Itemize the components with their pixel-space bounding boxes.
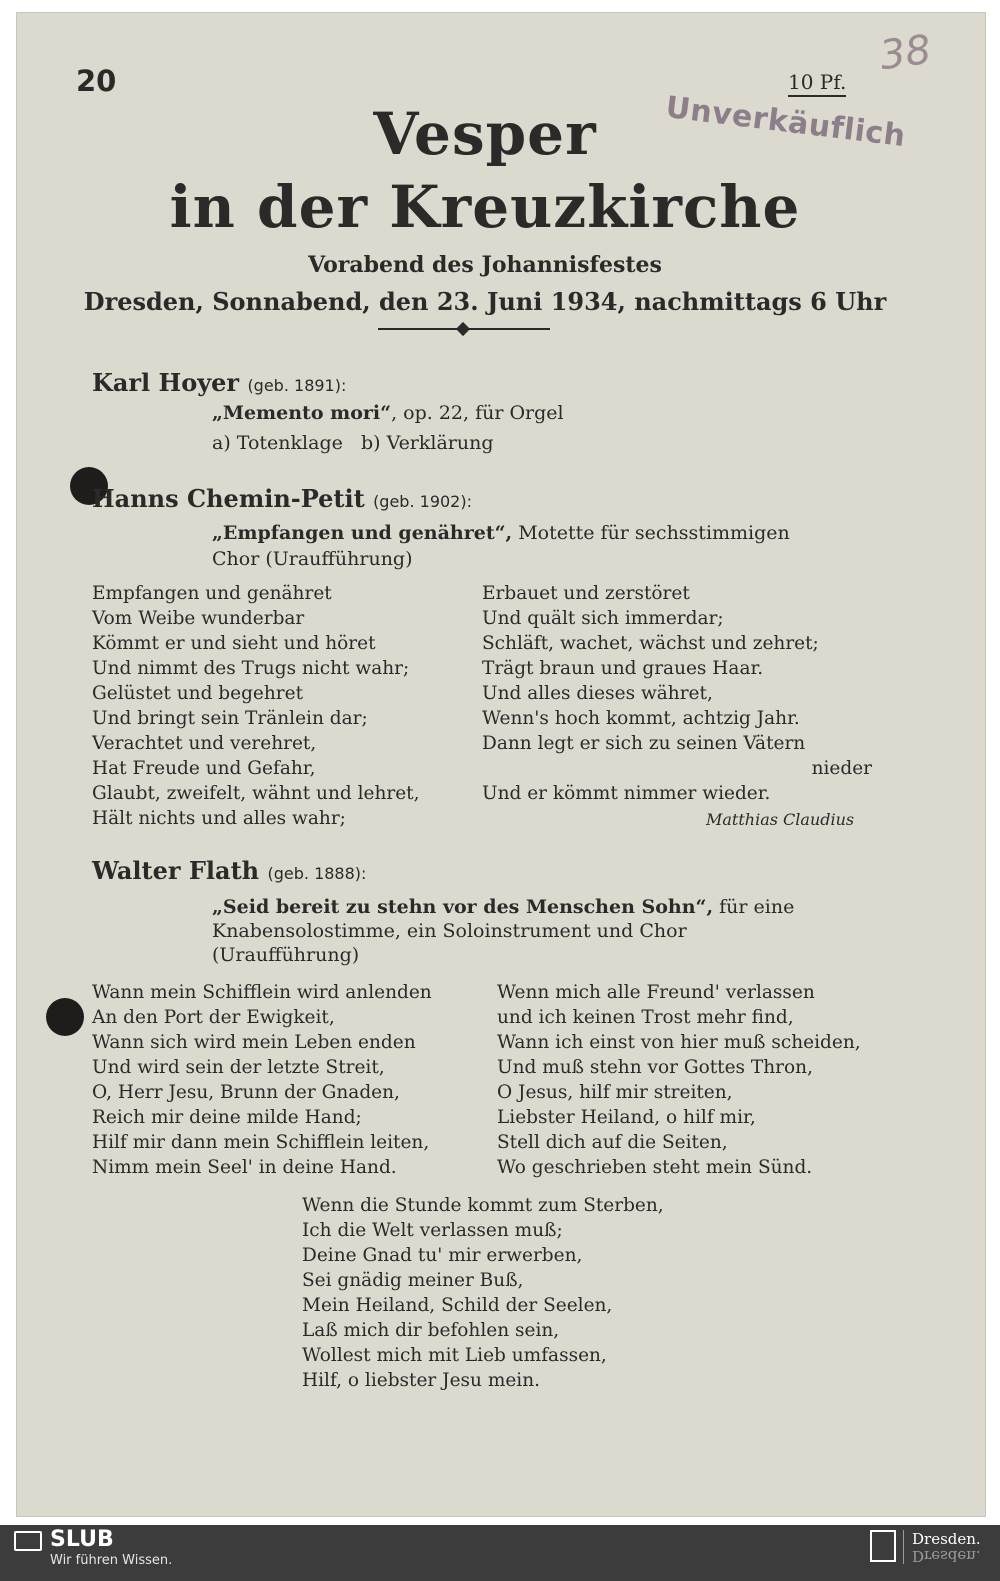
unverkaeuflich-stamp: Unverkäuflich [663,90,908,155]
price-label: 10 Pf. [788,70,846,97]
dresden-coat-of-arms-icon[interactable] [870,1530,896,1562]
poem-right-column [482,581,872,806]
composer-flath [92,856,366,885]
dresden-logo-reflection: Dresden. [912,1547,981,1565]
poem-line: Kömmt er und sieht und höret [92,633,376,654]
poem-line: Glaubt, zweifelt, wähnt und lehret, [92,783,420,804]
hymn-center-stanza [302,1193,664,1393]
work-title: „Seid bereit zu stehn vor des Menschen Sohn“, [212,896,714,918]
work-subtitle: Knabensolostimme, ein Soloinstrument und Chor [212,920,687,942]
work-title: „Empfangen und genähret“, [212,522,513,544]
hymn-right-column [497,980,861,1180]
dresden-logo-text[interactable]: Dresden. [912,1530,981,1548]
poem-line: Verachtet und verehret, [92,733,317,754]
hymn-line: Wann sich wird mein Leben enden [92,1032,416,1053]
work-subtitle: (Uraufführung) [212,944,360,966]
poem-line: Erbauet und zerstöret [482,583,690,604]
hymn-line: Laß mich dir befohlen sein, [302,1320,560,1341]
work-details: für eine [713,896,795,918]
poem-line: Gelüstet und begehret [92,683,304,704]
poem-line: Und quält sich immerdar; [482,608,724,629]
hymn-line: O Jesus, hilf mir streiten, [497,1082,733,1103]
composer-hoyer [92,368,346,397]
composer-born: (geb. 1902): [373,492,472,511]
work-movements: a) Totenklage b) Verklärung [212,432,494,454]
composer-name: Walter Flath [92,856,260,885]
poem-line: Hat Freude und Gefahr, [92,758,316,779]
hymn-line: Liebster Heiland, o hilf mir, [497,1107,756,1128]
poem-attribution: Matthias Claudius [706,810,855,829]
hymn-line: Stell dich auf die Seiten, [497,1132,728,1153]
slub-book-icon[interactable] [14,1531,42,1551]
hymn-line: Hilf mir dann mein Schifflein leiten, [92,1132,430,1153]
hymn-line: Wo geschrieben steht mein Sünd. [497,1157,813,1178]
work-flath [212,896,794,918]
hymn-line: An den Port der Ewigkeit, [92,1007,335,1028]
hymn-line: Wenn mich alle Freund' verlassen [497,982,815,1003]
work-hoyer [212,402,564,424]
hymn-line: Nimm mein Seel' in deine Hand. [92,1157,397,1178]
subtitle-line-2: Dresden, Sonnabend, den 23. Juni 1934, nachmittags 6 Uhr [83,287,887,316]
poem-line: Vom Weibe wunderbar [92,608,305,629]
title-line-2: in der Kreuzkirche [169,173,801,241]
slub-logo[interactable]: SLUB [50,1527,114,1552]
hymn-line: Deine Gnad tu' mir erwerben, [302,1245,583,1266]
slub-tagline: Wir führen Wissen. [50,1553,173,1568]
punch-hole [46,998,84,1036]
hymn-line: und ich keinen Trost mehr find, [497,1007,794,1028]
hymn-line: Hilf, o liebster Jesu mein. [302,1370,541,1391]
poem-line: Dann legt er sich zu seinen Vätern [482,733,806,754]
hymn-line: Und muß stehn vor Gottes Thron, [497,1057,813,1078]
poem-line: Trägt braun und graues Haar. [482,658,764,679]
poem-line: Und er kömmt nimmer wieder. [482,783,771,804]
composer-name: Karl Hoyer [92,368,240,397]
hymn-line: Ich die Welt verlassen muß; [302,1220,563,1241]
hymn-line: Wann mein Schifflein wird anlenden [92,982,432,1003]
work-details: , op. 22, für Orgel [391,402,564,424]
composer-born: (geb. 1888): [267,864,367,883]
poem-line: Hält nichts und alles wahr; [92,808,346,829]
poem-line: Wenn's hoch kommt, achtzig Jahr. [482,708,800,729]
page-number: 20 [76,64,117,98]
composer-born: (geb. 1891): [247,376,347,395]
subtitle-line-1: Vorabend des Johannisfestes [308,252,662,278]
poem-left-column [92,581,419,831]
hymn-line: Wann ich einst von hier muß scheiden, [497,1032,861,1053]
poem-line: Und alles dieses währet, [482,683,713,704]
footer-divider [903,1530,904,1564]
poem-line: Und bringt sein Tränlein dar; [92,708,368,729]
poem-line: Und nimmt des Trugs nicht wahr; [92,658,410,679]
work-subtitle: Chor (Uraufführung) [212,548,413,570]
poem-line: Empfangen und genähret [92,583,332,604]
work-chemin-petit [212,522,790,544]
hymn-line: Mein Heiland, Schild der Seelen, [302,1295,613,1316]
pencil-note: 38 [877,26,934,80]
hymn-left-column [92,980,432,1180]
work-title: „Memento mori“ [212,402,392,424]
poem-line: nieder [811,758,872,779]
poem-line: Schläft, wachet, wächst und zehret; [482,633,819,654]
hymn-line: Reich mir deine milde Hand; [92,1107,362,1128]
composer-name: Hanns Chemin-Petit [92,484,365,513]
composer-chemin-petit [92,484,472,513]
hymn-line: Wenn die Stunde kommt zum Sterben, [302,1195,664,1216]
hymn-line: Sei gnädig meiner Buß, [302,1270,524,1291]
title-line-1: Vesper [373,100,597,168]
hymn-line: O, Herr Jesu, Brunn der Gnaden, [92,1082,400,1103]
hymn-line: Und wird sein der letzte Streit, [92,1057,385,1078]
hymn-line: Wollest mich mit Lieb umfassen, [302,1345,607,1366]
work-details: Motette für sechsstimmigen [512,522,790,544]
